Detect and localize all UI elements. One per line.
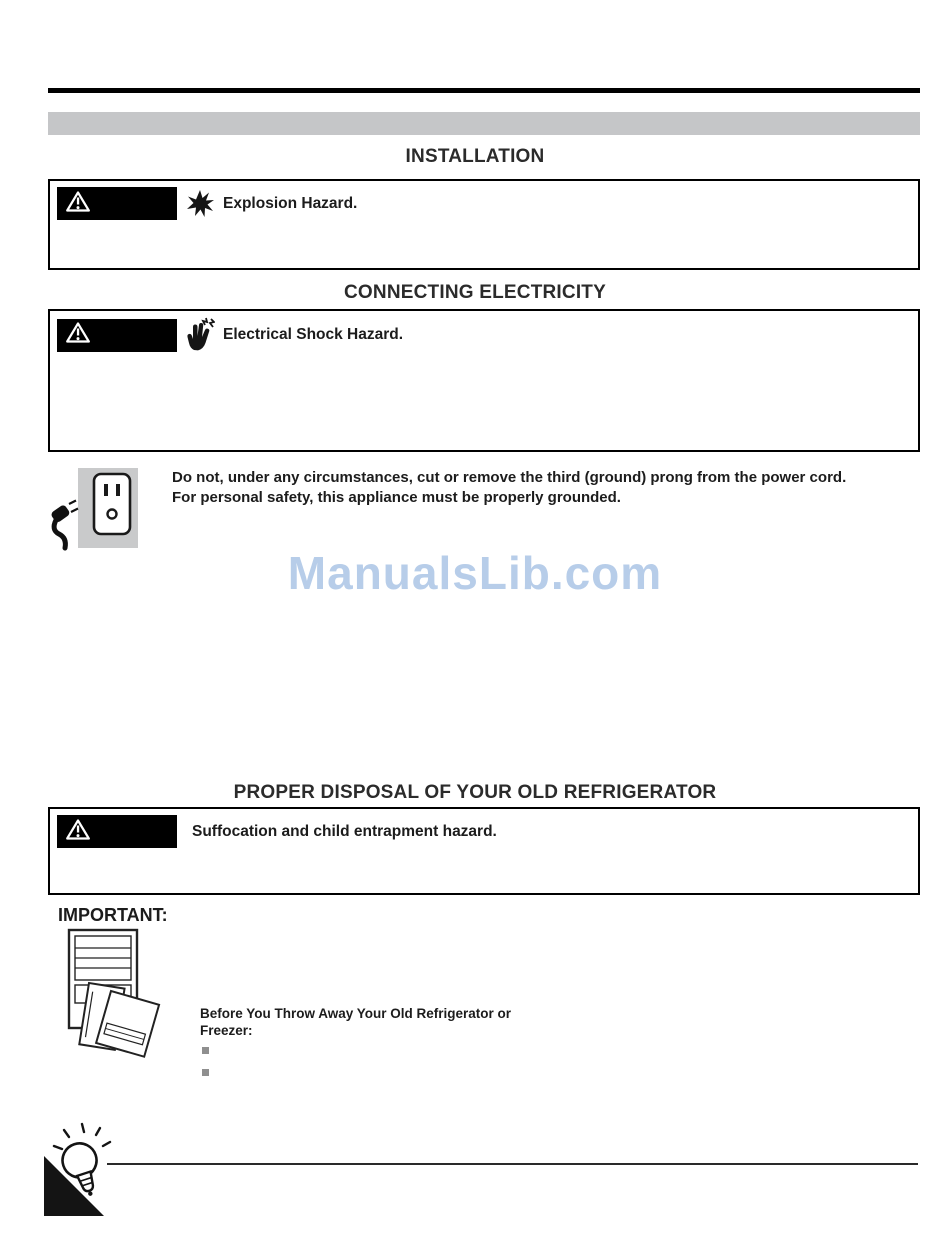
watermark: ManualsLib.com — [287, 547, 663, 599]
heading-proper-disposal: PROPER DISPOSAL OF YOUR OLD REFRIGERATOR — [233, 782, 717, 803]
grounding-line-1: Do not, under any circumstances, cut or remove the third (ground) prong from the power cord. — [172, 469, 847, 486]
warning-box-explosion — [48, 179, 920, 270]
top-rule — [48, 88, 920, 93]
warning-row — [57, 187, 918, 220]
section-gray-bar — [48, 112, 920, 135]
bottom-rule — [107, 1163, 918, 1165]
hazard-text-explosion: Explosion Hazard. — [223, 194, 358, 212]
warning-triangle-icon — [66, 819, 90, 845]
warning-label-bar — [57, 815, 177, 848]
hazard-text-electrical-shock: Electrical Shock Hazard. — [223, 326, 404, 343]
warning-box-electrical-shock — [48, 309, 920, 452]
warning-box-suffocation — [48, 807, 920, 895]
disposal-intro-line-1: Before You Throw Away Your Old Refrigerator or — [200, 1006, 512, 1021]
grounding-line-2: For personal safety, this appliance must be properly grounded. — [172, 488, 621, 506]
lightbulb-tip-icon — [42, 1122, 120, 1218]
heading-connecting-electricity: CONNECTING ELECTRICITY — [344, 282, 606, 303]
refrigerator-illustration — [55, 927, 173, 1062]
warning-label-bar — [57, 319, 177, 352]
grounding-paragraph — [172, 468, 912, 507]
hazard-text-suffocation: Suffocation and child entrapment hazard. — [192, 822, 497, 840]
warning-row — [57, 815, 918, 848]
warning-triangle-icon — [66, 191, 90, 217]
heading-important: IMPORTANT: — [58, 905, 168, 925]
bullet-square — [202, 1047, 209, 1054]
warning-label-bar — [57, 187, 177, 220]
heading-installation: INSTALLATION — [405, 146, 545, 167]
electrical-shock-icon — [185, 317, 215, 353]
power-plug-outlet-icon — [50, 464, 142, 559]
warning-row — [57, 317, 918, 353]
explosion-icon — [185, 189, 215, 219]
disposal-intro-line-2: Freezer: — [200, 1023, 253, 1038]
disposal-intro — [200, 1005, 560, 1039]
warning-triangle-icon — [66, 322, 90, 348]
bullet-square — [202, 1069, 209, 1076]
